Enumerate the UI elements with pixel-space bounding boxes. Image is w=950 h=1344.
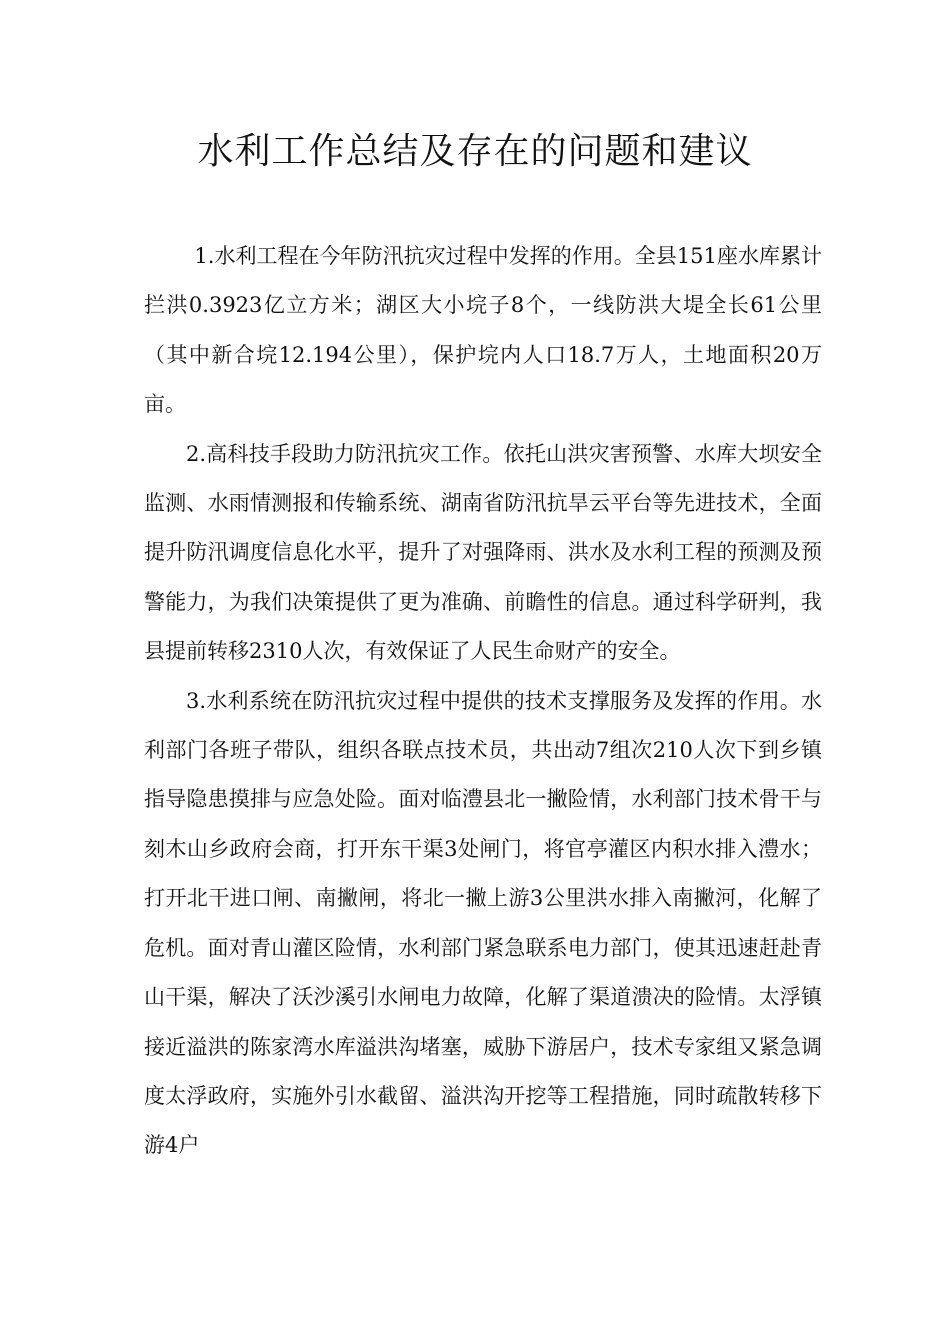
document-title: 水利工作总结及存在的问题和建议	[197, 131, 753, 172]
paragraph-2: 2.高科技手段助力防汛抗灾工作。依托山洪灾害预警、水库大坝安全监测、水雨情测报和传输系统、湖南省防汛抗旱云平台等先进技术，全面提升防汛调度信息化水平，提升了对强降雨、洪水及水利工程的预测及预警能力，为我们决策提供了更为准确、前瞻性的信息。通过科学研判，我县提前转移2310人次，有效保证了人民生命财产的安全。	[144, 441, 822, 664]
paragraph-1: 1.水利工程在今年防汛抗灾过程中发挥的作用。全县151座水库累计拦洪0.3923亿立方米；湖区大小垸子8个，一线防洪大堤全长61公里（其中新合垸12.194公里），保护垸内人口18.7万人，土地面积20万亩。	[144, 244, 822, 417]
document-body	[144, 232, 822, 1171]
paragraph-3: 3.水利系统在防汛抗灾过程中提供的技术支撑服务及发挥的作用。水利部门各班子带队，组织各联点技术员，共出动7组次210人次下到乡镇指导隐患摸排与应急处险。面对临澧县北一撇险情，水利部门技术骨干与刻木山乡政府会商，打开东干渠3处闸门，将官亭灌区内积水排入澧水；打开北干进口闸、南撇闸，将北一撇上游3公里洪水排入南撇河，化解了危机。面对青山灌区险情，水利部门紧急联系电力部门，使其迅速赶赴青山干渠，解决了沃沙溪引水闸电力故障，化解了渠道溃决的险情。太浮镇接近溢洪的陈家湾水库溢洪沟堵塞，威胁下游居户，技术专家组又紧急调度太浮政府，实施外引水截留、溢洪沟开挖等工程措施，同时疏散转移下游4户	[144, 688, 822, 1158]
